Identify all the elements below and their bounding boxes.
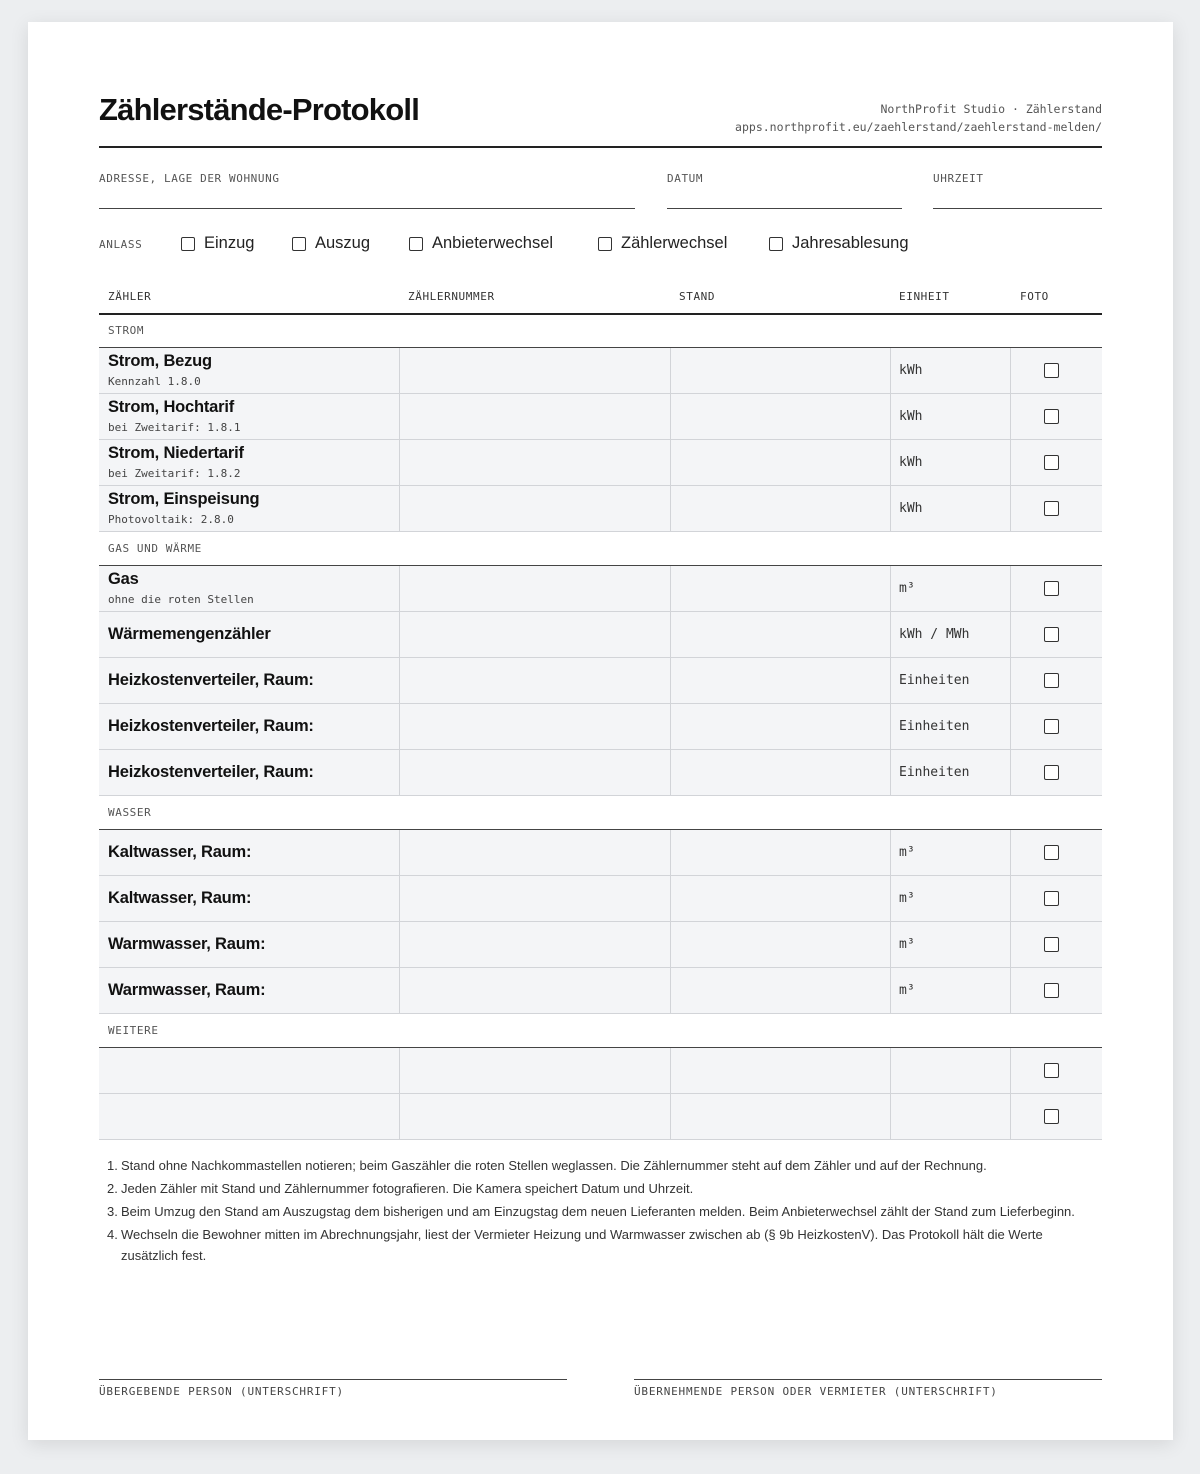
meter-unit: Einheiten	[899, 673, 970, 688]
protocol-sheet	[28, 22, 1173, 1440]
col-reading: STAND	[679, 290, 716, 303]
note-item	[107, 1201, 1082, 1222]
section-label: WEITERE	[108, 1024, 159, 1037]
meter-number-cell[interactable]	[399, 658, 671, 703]
photo-checkbox[interactable]	[1044, 581, 1059, 596]
table-row	[99, 348, 1102, 394]
meter-reading-cell[interactable]	[670, 394, 891, 439]
meter-reading-cell[interactable]	[670, 566, 891, 611]
note-item	[107, 1224, 1082, 1266]
table-row	[99, 658, 1102, 704]
photo-cell	[1010, 922, 1102, 967]
option-label: Anbieterwechsel	[432, 234, 554, 252]
meter-name: Warmwasser, Raum:	[108, 981, 266, 999]
meter-reading-cell[interactable]	[670, 440, 891, 485]
meter-unit: kWh	[899, 363, 923, 378]
section-header	[99, 1014, 1102, 1048]
signature-line	[99, 1379, 567, 1380]
time-line	[933, 208, 1102, 209]
meter-number-cell[interactable]	[399, 566, 671, 611]
meter-unit-cell	[890, 612, 1011, 657]
photo-cell	[1010, 876, 1102, 921]
meter-cell	[99, 658, 400, 703]
photo-checkbox[interactable]	[1044, 673, 1059, 688]
signature-left[interactable]	[99, 1379, 567, 1398]
meter-unit: m³	[899, 983, 915, 998]
meter-unit: kWh / MWh	[899, 627, 970, 642]
meter-reading-cell[interactable]	[670, 830, 891, 875]
meter-number-cell[interactable]	[399, 1048, 671, 1093]
table-row	[99, 750, 1102, 796]
meter-cell	[99, 830, 400, 875]
photo-cell	[1010, 658, 1102, 703]
photo-checkbox[interactable]	[1044, 1063, 1059, 1078]
photo-cell	[1010, 704, 1102, 749]
meter-name: Kaltwasser, Raum:	[108, 889, 252, 907]
section-label: STROM	[108, 324, 145, 337]
photo-checkbox[interactable]	[1044, 409, 1059, 424]
meter-unit-cell	[890, 394, 1011, 439]
brand-info	[735, 100, 1102, 136]
photo-checkbox[interactable]	[1044, 363, 1059, 378]
photo-checkbox[interactable]	[1044, 845, 1059, 860]
meter-unit-cell	[890, 876, 1011, 921]
signature-label: ÜBERGEBENDE PERSON (UNTERSCHRIFT)	[99, 1385, 344, 1398]
meter-unit-cell	[890, 566, 1011, 611]
meter-name: Strom, Hochtarif	[108, 398, 235, 416]
occasion-option-einzug[interactable]	[181, 234, 254, 253]
meter-cell	[99, 440, 400, 485]
note-number: 4.	[107, 1227, 118, 1242]
photo-cell	[1010, 394, 1102, 439]
photo-cell	[1010, 612, 1102, 657]
meter-unit: m³	[899, 581, 915, 596]
meter-cell	[99, 394, 400, 439]
meter-reading-cell[interactable]	[670, 876, 891, 921]
meter-cell	[99, 704, 400, 749]
meter-number-cell[interactable]	[399, 968, 671, 1013]
meter-cell	[99, 1094, 400, 1139]
meter-name: Warmwasser, Raum:	[108, 935, 266, 953]
meter-unit: m³	[899, 845, 915, 860]
section-label: GAS UND WÄRME	[108, 542, 202, 555]
meter-cell	[99, 1048, 400, 1093]
meter-unit-cell	[890, 830, 1011, 875]
address-line	[99, 208, 635, 209]
meter-number-cell[interactable]	[399, 394, 671, 439]
meter-unit: Einheiten	[899, 765, 970, 780]
meter-unit-cell	[890, 440, 1011, 485]
table-row	[99, 566, 1102, 612]
meter-unit-cell	[890, 968, 1011, 1013]
date-line	[667, 208, 902, 209]
photo-cell	[1010, 486, 1102, 531]
meter-unit-cell	[890, 1048, 1011, 1093]
meter-number-cell[interactable]	[399, 750, 671, 795]
meter-cell	[99, 922, 400, 967]
note-text: Jeden Zähler mit Stand und Zählernummer fotografieren. Die Kamera speichert Datum und Uhrzeit.	[121, 1181, 694, 1196]
photo-cell	[1010, 968, 1102, 1013]
photo-cell	[1010, 566, 1102, 611]
table-row	[99, 876, 1102, 922]
col-meter: ZÄHLER	[108, 290, 152, 303]
meter-number-cell[interactable]	[399, 612, 671, 657]
meter-number-cell[interactable]	[399, 922, 671, 967]
meter-number-cell[interactable]	[399, 704, 671, 749]
table-row	[99, 922, 1102, 968]
meter-number-cell[interactable]	[399, 440, 671, 485]
occasion-option-auszug[interactable]	[292, 234, 370, 253]
photo-cell	[1010, 1048, 1102, 1093]
signature-right[interactable]	[634, 1379, 1102, 1398]
meter-reading-cell[interactable]	[670, 348, 891, 393]
meter-unit: m³	[899, 937, 915, 952]
meter-cell	[99, 348, 400, 393]
photo-checkbox[interactable]	[1044, 1109, 1059, 1124]
checkbox[interactable]	[769, 237, 783, 251]
meter-name: Gas	[108, 570, 139, 588]
occasion-label: ANLASS	[99, 238, 143, 251]
meter-number-cell[interactable]	[399, 1094, 671, 1139]
meter-reading-cell[interactable]	[670, 658, 891, 703]
meter-unit-cell	[890, 486, 1011, 531]
photo-checkbox[interactable]	[1044, 501, 1059, 516]
meter-cell	[99, 750, 400, 795]
page-title: Zählerstände-Protokoll	[99, 92, 420, 127]
option-label: Zählerwechsel	[621, 234, 728, 252]
photo-checkbox[interactable]	[1044, 627, 1059, 642]
meter-cell	[99, 968, 400, 1013]
table-row	[99, 968, 1102, 1014]
meter-unit: kWh	[899, 501, 923, 516]
meter-cell	[99, 876, 400, 921]
photo-checkbox[interactable]	[1044, 983, 1059, 998]
table-row	[99, 394, 1102, 440]
meter-number-cell[interactable]	[399, 348, 671, 393]
meter-cell	[99, 486, 400, 531]
meter-unit-cell	[890, 750, 1011, 795]
time-label: UHRZEIT	[933, 172, 984, 185]
option-label: Auszug	[315, 234, 371, 252]
col-photo: FOTO	[1020, 290, 1049, 303]
header-rule	[99, 146, 1102, 148]
meter-cell	[99, 566, 400, 611]
col-number: ZÄHLERNUMMER	[408, 290, 495, 303]
photo-cell	[1010, 830, 1102, 875]
photo-cell	[1010, 348, 1102, 393]
meter-name: Strom, Bezug	[108, 352, 212, 370]
time-field[interactable]	[933, 172, 1102, 185]
date-field[interactable]	[667, 172, 902, 185]
meter-hint: Photovoltaik: 2.8.0	[108, 513, 234, 526]
photo-checkbox[interactable]	[1044, 765, 1059, 780]
meter-reading-cell[interactable]	[670, 486, 891, 531]
checkbox[interactable]	[292, 237, 306, 251]
meter-unit-cell	[890, 704, 1011, 749]
address-label: ADRESSE, LAGE DER WOHNUNG	[99, 172, 280, 185]
photo-checkbox[interactable]	[1044, 719, 1059, 734]
note-text: Stand ohne Nachkommastellen notieren; beim Gaszähler die roten Stellen weglassen. Die Zählernummer steht auf dem Zähler und auf der Rechnung.	[121, 1158, 987, 1173]
photo-checkbox[interactable]	[1044, 937, 1059, 952]
meter-name: Heizkostenverteiler, Raum:	[108, 763, 314, 781]
meter-unit-cell	[890, 348, 1011, 393]
checkbox[interactable]	[181, 237, 195, 251]
checkbox[interactable]	[409, 237, 423, 251]
meter-unit-cell	[890, 658, 1011, 703]
occasion-option-jahresablesung[interactable]	[769, 234, 909, 253]
meter-reading-cell[interactable]	[670, 968, 891, 1013]
note-number: 3.	[107, 1204, 118, 1219]
section-header	[99, 314, 1102, 348]
table-row	[99, 1094, 1102, 1140]
note-text: Beim Umzug den Stand am Auszugstag dem bisherigen und am Einzugstag dem neuen Lieferanten melden. Beim Anbieterwechsel zählt der Stand zum Lieferbeginn.	[121, 1204, 1075, 1219]
section-header	[99, 796, 1102, 830]
note-number: 2.	[107, 1181, 118, 1196]
signature-line	[634, 1379, 1102, 1380]
signature-label: ÜBERNEHMENDE PERSON ODER VERMIETER (UNTERSCHRIFT)	[634, 1385, 998, 1398]
note-text: Wechseln die Bewohner mitten im Abrechnungsjahr, liest der Vermieter Heizung und Warmwasser zwischen ab (§ 9b HeizkostenV). Das Protokoll hält die Werte zusätzlich fest.	[121, 1227, 1043, 1263]
photo-checkbox[interactable]	[1044, 891, 1059, 906]
meter-reading-cell[interactable]	[670, 750, 891, 795]
meter-reading-cell[interactable]	[670, 922, 891, 967]
photo-cell	[1010, 750, 1102, 795]
notes-list	[107, 1155, 1082, 1268]
note-item	[107, 1155, 1082, 1176]
meter-unit: kWh	[899, 455, 923, 470]
photo-cell	[1010, 440, 1102, 485]
meter-number-cell[interactable]	[399, 486, 671, 531]
note-item	[107, 1178, 1082, 1199]
table-row	[99, 704, 1102, 750]
meter-hint: bei Zweitarif: 1.8.1	[108, 421, 241, 434]
meter-hint: bei Zweitarif: 1.8.2	[108, 467, 241, 480]
meter-unit: m³	[899, 891, 915, 906]
meter-number-cell[interactable]	[399, 876, 671, 921]
photo-cell	[1010, 1094, 1102, 1139]
note-number: 1.	[107, 1158, 118, 1173]
table-row	[99, 612, 1102, 658]
meter-name: Kaltwasser, Raum:	[108, 843, 252, 861]
address-field[interactable]	[99, 172, 635, 185]
meter-reading-cell[interactable]	[670, 1094, 891, 1139]
brand-name: NorthProfit Studio · Zählerstand	[880, 102, 1102, 116]
meter-cell	[99, 612, 400, 657]
meter-name: Heizkostenverteiler, Raum:	[108, 717, 314, 735]
option-label: Einzug	[204, 234, 255, 252]
meter-reading-cell[interactable]	[670, 704, 891, 749]
photo-checkbox[interactable]	[1044, 455, 1059, 470]
meter-reading-cell[interactable]	[670, 612, 891, 657]
occasion-option-zaehlerwechsel[interactable]	[598, 234, 727, 253]
meter-unit: kWh	[899, 409, 923, 424]
table-row	[99, 440, 1102, 486]
meter-name: Heizkostenverteiler, Raum:	[108, 671, 314, 689]
meter-name: Strom, Niedertarif	[108, 444, 244, 462]
meter-reading-cell[interactable]	[670, 1048, 891, 1093]
option-label: Jahresablesung	[792, 234, 909, 252]
meter-unit: Einheiten	[899, 719, 970, 734]
section-header	[99, 532, 1102, 566]
occasion-option-anbieterwechsel[interactable]	[409, 234, 553, 253]
table-row	[99, 830, 1102, 876]
meter-number-cell[interactable]	[399, 830, 671, 875]
checkbox[interactable]	[598, 237, 612, 251]
table-row	[99, 486, 1102, 532]
date-label: DATUM	[667, 172, 704, 185]
table-header	[99, 290, 1102, 314]
meter-name: Wärmemengenzähler	[108, 625, 271, 643]
table-row	[99, 1048, 1102, 1094]
meter-unit-cell	[890, 1094, 1011, 1139]
meter-hint: ohne die roten Stellen	[108, 593, 254, 606]
meter-hint: Kennzahl 1.8.0	[108, 375, 201, 388]
meter-name: Strom, Einspeisung	[108, 490, 260, 508]
col-unit: EINHEIT	[899, 290, 950, 303]
brand-url: apps.northprofit.eu/zaehlerstand/zaehlerstand-melden/	[735, 120, 1102, 134]
section-label: WASSER	[108, 806, 152, 819]
meter-unit-cell	[890, 922, 1011, 967]
